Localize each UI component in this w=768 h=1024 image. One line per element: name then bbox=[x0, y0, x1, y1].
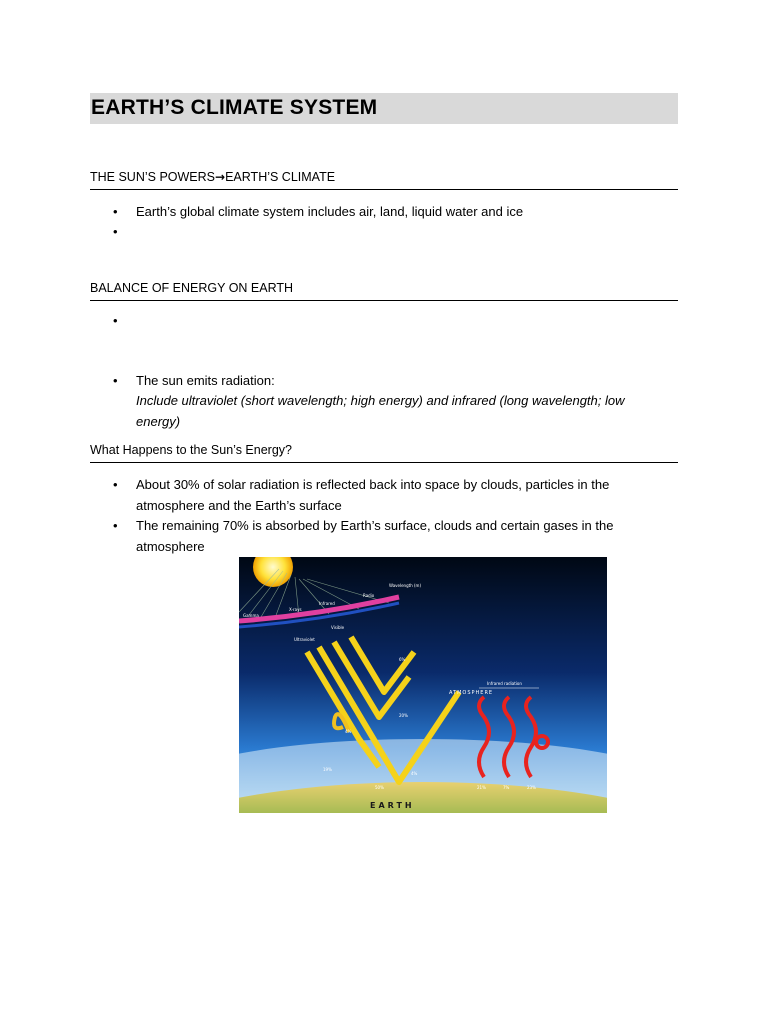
percent-label: 7% bbox=[503, 785, 510, 790]
bullet-marker: • bbox=[113, 477, 118, 492]
italic-text: Include ultraviolet (short wavelength; high energy) and infrared (long wavelength; low energy) bbox=[136, 393, 625, 429]
bullet-text: Earth’s global climate system includes air, land, liquid water and ice bbox=[136, 204, 524, 219]
percent-label: 23% bbox=[527, 785, 536, 790]
bullet-text: About 30% of solar radiation is reflected back into space by clouds, particles in the atmosphere and the Earth’s surface bbox=[136, 477, 610, 513]
bullet-marker: • bbox=[113, 518, 118, 533]
energy-balance-illustration bbox=[239, 557, 607, 813]
bullet-marker: • bbox=[113, 204, 118, 219]
spectrum-label-visible: Visible bbox=[331, 625, 345, 630]
percent-label: 4% bbox=[411, 771, 418, 776]
bullet-marker: • bbox=[113, 313, 118, 328]
title-bar bbox=[90, 93, 678, 124]
spectrum-label-xrays: X-rays bbox=[289, 607, 302, 612]
italic-note bbox=[136, 390, 671, 432]
bullet-text: The sun emits radiation: bbox=[136, 373, 275, 388]
right-arrow-icon: → bbox=[215, 170, 226, 184]
percent-label: 21% bbox=[477, 785, 486, 790]
spectrum-label-wavelength: Wavelength (m) bbox=[389, 583, 422, 588]
section-heading-sun-powers bbox=[90, 170, 678, 190]
percent-label: 4% bbox=[345, 729, 352, 734]
bullet-marker: • bbox=[113, 373, 118, 388]
spectrum-label-gamma: Gamma bbox=[243, 613, 259, 618]
bullet-marker: • bbox=[113, 224, 118, 239]
spectrum-label-radio: Radio bbox=[363, 593, 375, 598]
section-heading-what-happens bbox=[90, 443, 678, 463]
section-heading-balance bbox=[90, 281, 678, 301]
heading-text: What Happens to the Sun’s Energy? bbox=[90, 443, 292, 457]
bullet-text: The remaining 70% is absorbed by Earth’s surface, clouds and certain gases in the atmosphere bbox=[136, 518, 614, 554]
percent-label: 20% bbox=[399, 713, 408, 718]
heading-right: EARTH’S CLIMATE bbox=[225, 170, 336, 184]
percent-label: 50% bbox=[375, 785, 384, 790]
percent-label: 19% bbox=[323, 767, 332, 772]
spectrum-label-ultraviolet: Ultraviolet bbox=[294, 637, 315, 642]
heading-text: BALANCE OF ENERGY ON EARTH bbox=[90, 281, 294, 295]
page-title: EARTH’S CLIMATE SYSTEM bbox=[91, 96, 378, 119]
percent-label: 6% bbox=[399, 657, 406, 662]
infrared-label: Infrared radiation bbox=[487, 681, 522, 686]
earth-label: EARTH bbox=[370, 801, 415, 810]
atmosphere-label: ATMOSPHERE bbox=[449, 690, 494, 696]
spectrum-label-infrared: Infrared bbox=[319, 601, 335, 606]
heading-left: THE SUN’S POWERS bbox=[90, 170, 216, 184]
solar-energy-figure bbox=[239, 557, 607, 813]
